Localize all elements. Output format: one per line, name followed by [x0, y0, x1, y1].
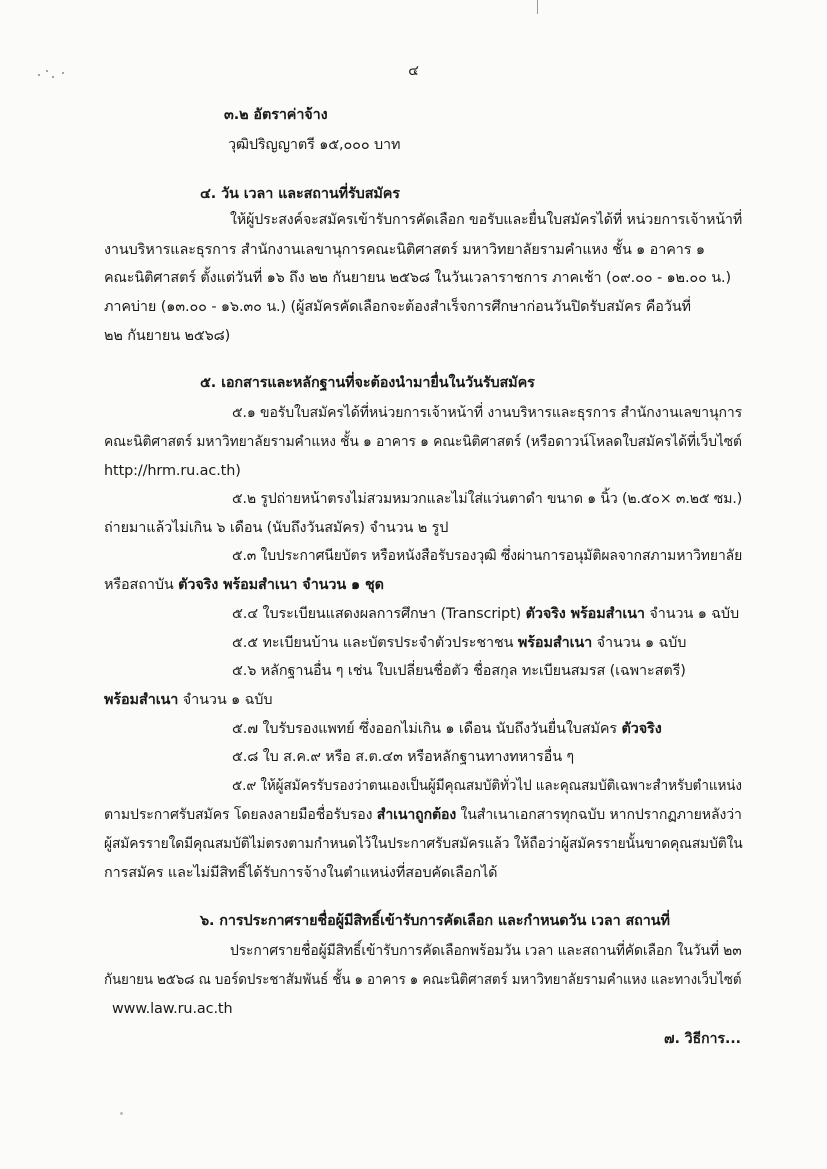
section-6-line-2: กันยายน ๒๕๖๘ ณ บอร์ดประชาสัมพันธ์ ชั้น ๑ อาคาร ๑ คณะนิติศาสตร์ มหาวิทยาลัยรามคำแหง และทางเว็บไซต์ [104, 972, 742, 988]
item-5-6-tail: จำนวน ๑ ฉบับ [178, 692, 273, 708]
section-4-heading: ๔. วัน เวลา และสถานที่รับสมัคร [200, 186, 400, 202]
section-4-line-1: ให้ผู้ประสงค์จะสมัครเข้ารับการคัดเลือก ขอรับและยื่นใบสมัครได้ที่ หน่วยการเจ้าหน้าที่ [230, 212, 743, 228]
item-5-4-emphasis: ตัวจริง พร้อมสำเนา [525, 606, 645, 622]
section-4-line-2: งานบริหารและธุรการ สำนักงานเลขานุการคณะนิติศาสตร์ มหาวิทยาลัยรามคำแหง ชั้น ๑ อาคาร ๑ [104, 242, 705, 258]
item-5-8: ๕.๘ ใบ ส.ค.๙ หรือ ส.ต.๔๓ หรือหลักฐานทางทหารอื่น ๆ [232, 749, 575, 765]
item-5-3-emphasis: ตัวจริง พร้อมสำเนา จำนวน ๑ ชุด [178, 577, 384, 593]
section-6-url: www.law.ru.ac.th [112, 1001, 233, 1017]
item-5-7-text: ๕.๗ ใบรับรองแพทย์ ซึ่งออกไม่เกิน ๑ เดือน นับถึงวันยื่นใบสมัคร [232, 721, 622, 737]
wage-rate-text: วุฒิปริญญาตรี ๑๕,๐๐๐ บาท [228, 137, 401, 153]
item-5-6-emphasis: พร้อมสำเนา [104, 692, 179, 708]
item-5-1-line-1: ๕.๑ ขอรับใบสมัครได้ที่หน่วยการเจ้าหน้าที่ งานบริหารและธุรการ สำนักงานเลขานุการ [232, 405, 743, 421]
item-5-4-tail: จำนวน ๑ ฉบับ [644, 606, 739, 622]
item-5-2-line-2: ถ่ายมาแล้วไม่เกิน ๖ เดือน (นับถึงวันสมัคร) จำนวน ๒ รูป [104, 520, 449, 536]
item-5-1-line-2: คณะนิติศาสตร์ มหาวิทยาลัยรามคำแหง ชั้น ๑ อาคาร ๑ คณะนิติศาสตร์ (หรือดาวน์โหลดใบสมัครได้ที่เว็บไซต์ [104, 434, 742, 450]
item-5-2-line-1: ๕.๒ รูปถ่ายหน้าตรงไม่สวมหมวกและไม่ใส่แว่นตาดำ ขนาด ๑ นิ้ว (๒.๕๐× ๓.๒๕ ซม.) [232, 491, 743, 507]
next-page-continuation: ๗. วิธีการ... [664, 1031, 741, 1047]
section-6-line-1: ประกาศรายชื่อผู้มีสิทธิ์เข้ารับการคัดเลือกพร้อมวัน เวลา และสถานที่คัดเลือก ในวันที่ ๒๓ [230, 943, 742, 959]
section-4-line-3: คณะนิติศาสตร์ ตั้งแต่วันที่ ๑๖ ถึง ๒๒ กันยายน ๒๕๖๘ ในวันเวลาราชการ ภาคเช้า (๐๙.๐๐ - ๑๒.๐๐ น.) [104, 270, 731, 286]
item-5-3-text: หรือสถาบัน [104, 577, 179, 593]
item-5-9-line-1: ๕.๙ ให้ผู้สมัครรับรองว่าตนเองเป็นผู้มีคุณสมบัติทั่วไป และคุณสมบัติเฉพาะสำหรับตำแหน่ง [232, 778, 742, 794]
item-5-3-line-2 [104, 575, 384, 595]
item-5-1-url: http://hrm.ru.ac.th) [104, 463, 241, 479]
item-5-5-tail: จำนวน ๑ ฉบับ [592, 635, 687, 651]
section-4-line-5: ๒๒ กันยายน ๒๕๖๘) [104, 328, 231, 344]
item-5-9-line-2 [104, 805, 742, 825]
item-5-9-line-4: การสมัคร และไม่มีสิทธิ์ได้รับการจ้างในตำแหน่งที่สอบคัดเลือกได้ [104, 865, 498, 881]
section-3-2-heading: ๓.๒ อัตราค่าจ้าง [224, 107, 328, 123]
item-5-6-line-1: ๕.๖ หลักฐานอื่น ๆ เช่น ใบเปลี่ยนชื่อตัว ชื่อสกุล ทะเบียนสมรส (เฉพาะสตรี) [232, 663, 686, 679]
item-5-7 [232, 719, 662, 739]
item-5-9-tail: ในสำเนาเอกสารทุกฉบับ หากปรากฏภายหลังว่า [456, 807, 742, 823]
item-5-4 [232, 604, 739, 624]
scan-edge-mark [537, 0, 538, 14]
item-5-6-line-2 [104, 690, 272, 710]
section-6-heading: ๖. การประกาศรายชื่อผู้มีสิทธิ์เข้ารับการคัดเลือก และกำหนดวัน เวลา สถานที่ [200, 913, 670, 929]
section-5-heading: ๕. เอกสารและหลักฐานที่จะต้องนำมายื่นในวันรับสมัคร [200, 375, 535, 391]
item-5-9-line-3: ผู้สมัครรายใดมีคุณสมบัติไม่ตรงตามกำหนดไว้ในประกาศรับสมัครแล้ว ให้ถือว่าผู้สมัครรายนั้นขาดคุณสมบัติใน [104, 836, 743, 852]
item-5-3-line-1: ๕.๓ ใบประกาศนียบัตร หรือหนังสือรับรองวุฒิ ซึ่งผ่านการอนุมัติผลจากสภามหาวิทยาลัย [232, 548, 743, 564]
section-4-line-4: ภาคบ่าย (๑๓.๐๐ - ๑๖.๓๐ น.) (ผู้สมัครคัดเลือกจะต้องสำเร็จการศึกษาก่อนวันปิดรับสมัคร คือวันที่ [104, 299, 691, 315]
scan-speck [120, 1112, 123, 1115]
item-5-9-emphasis: สำเนาถูกต้อง [376, 807, 457, 823]
page-number: ๔ [408, 63, 419, 79]
item-5-5-emphasis: พร้อมสำเนา [517, 635, 593, 651]
item-5-5-text: ๕.๕ ทะเบียนบ้าน และบัตรประจำตัวประชาชน [232, 635, 518, 651]
item-5-4-text: ๕.๔ ใบระเบียนแสดงผลการศึกษา (Transcript) [232, 606, 526, 622]
item-5-9-text: ตามประกาศรับสมัคร โดยลงลายมือชื่อรับรอง [104, 807, 377, 823]
item-5-5 [232, 633, 686, 653]
item-5-7-emphasis: ตัวจริง [621, 721, 662, 737]
